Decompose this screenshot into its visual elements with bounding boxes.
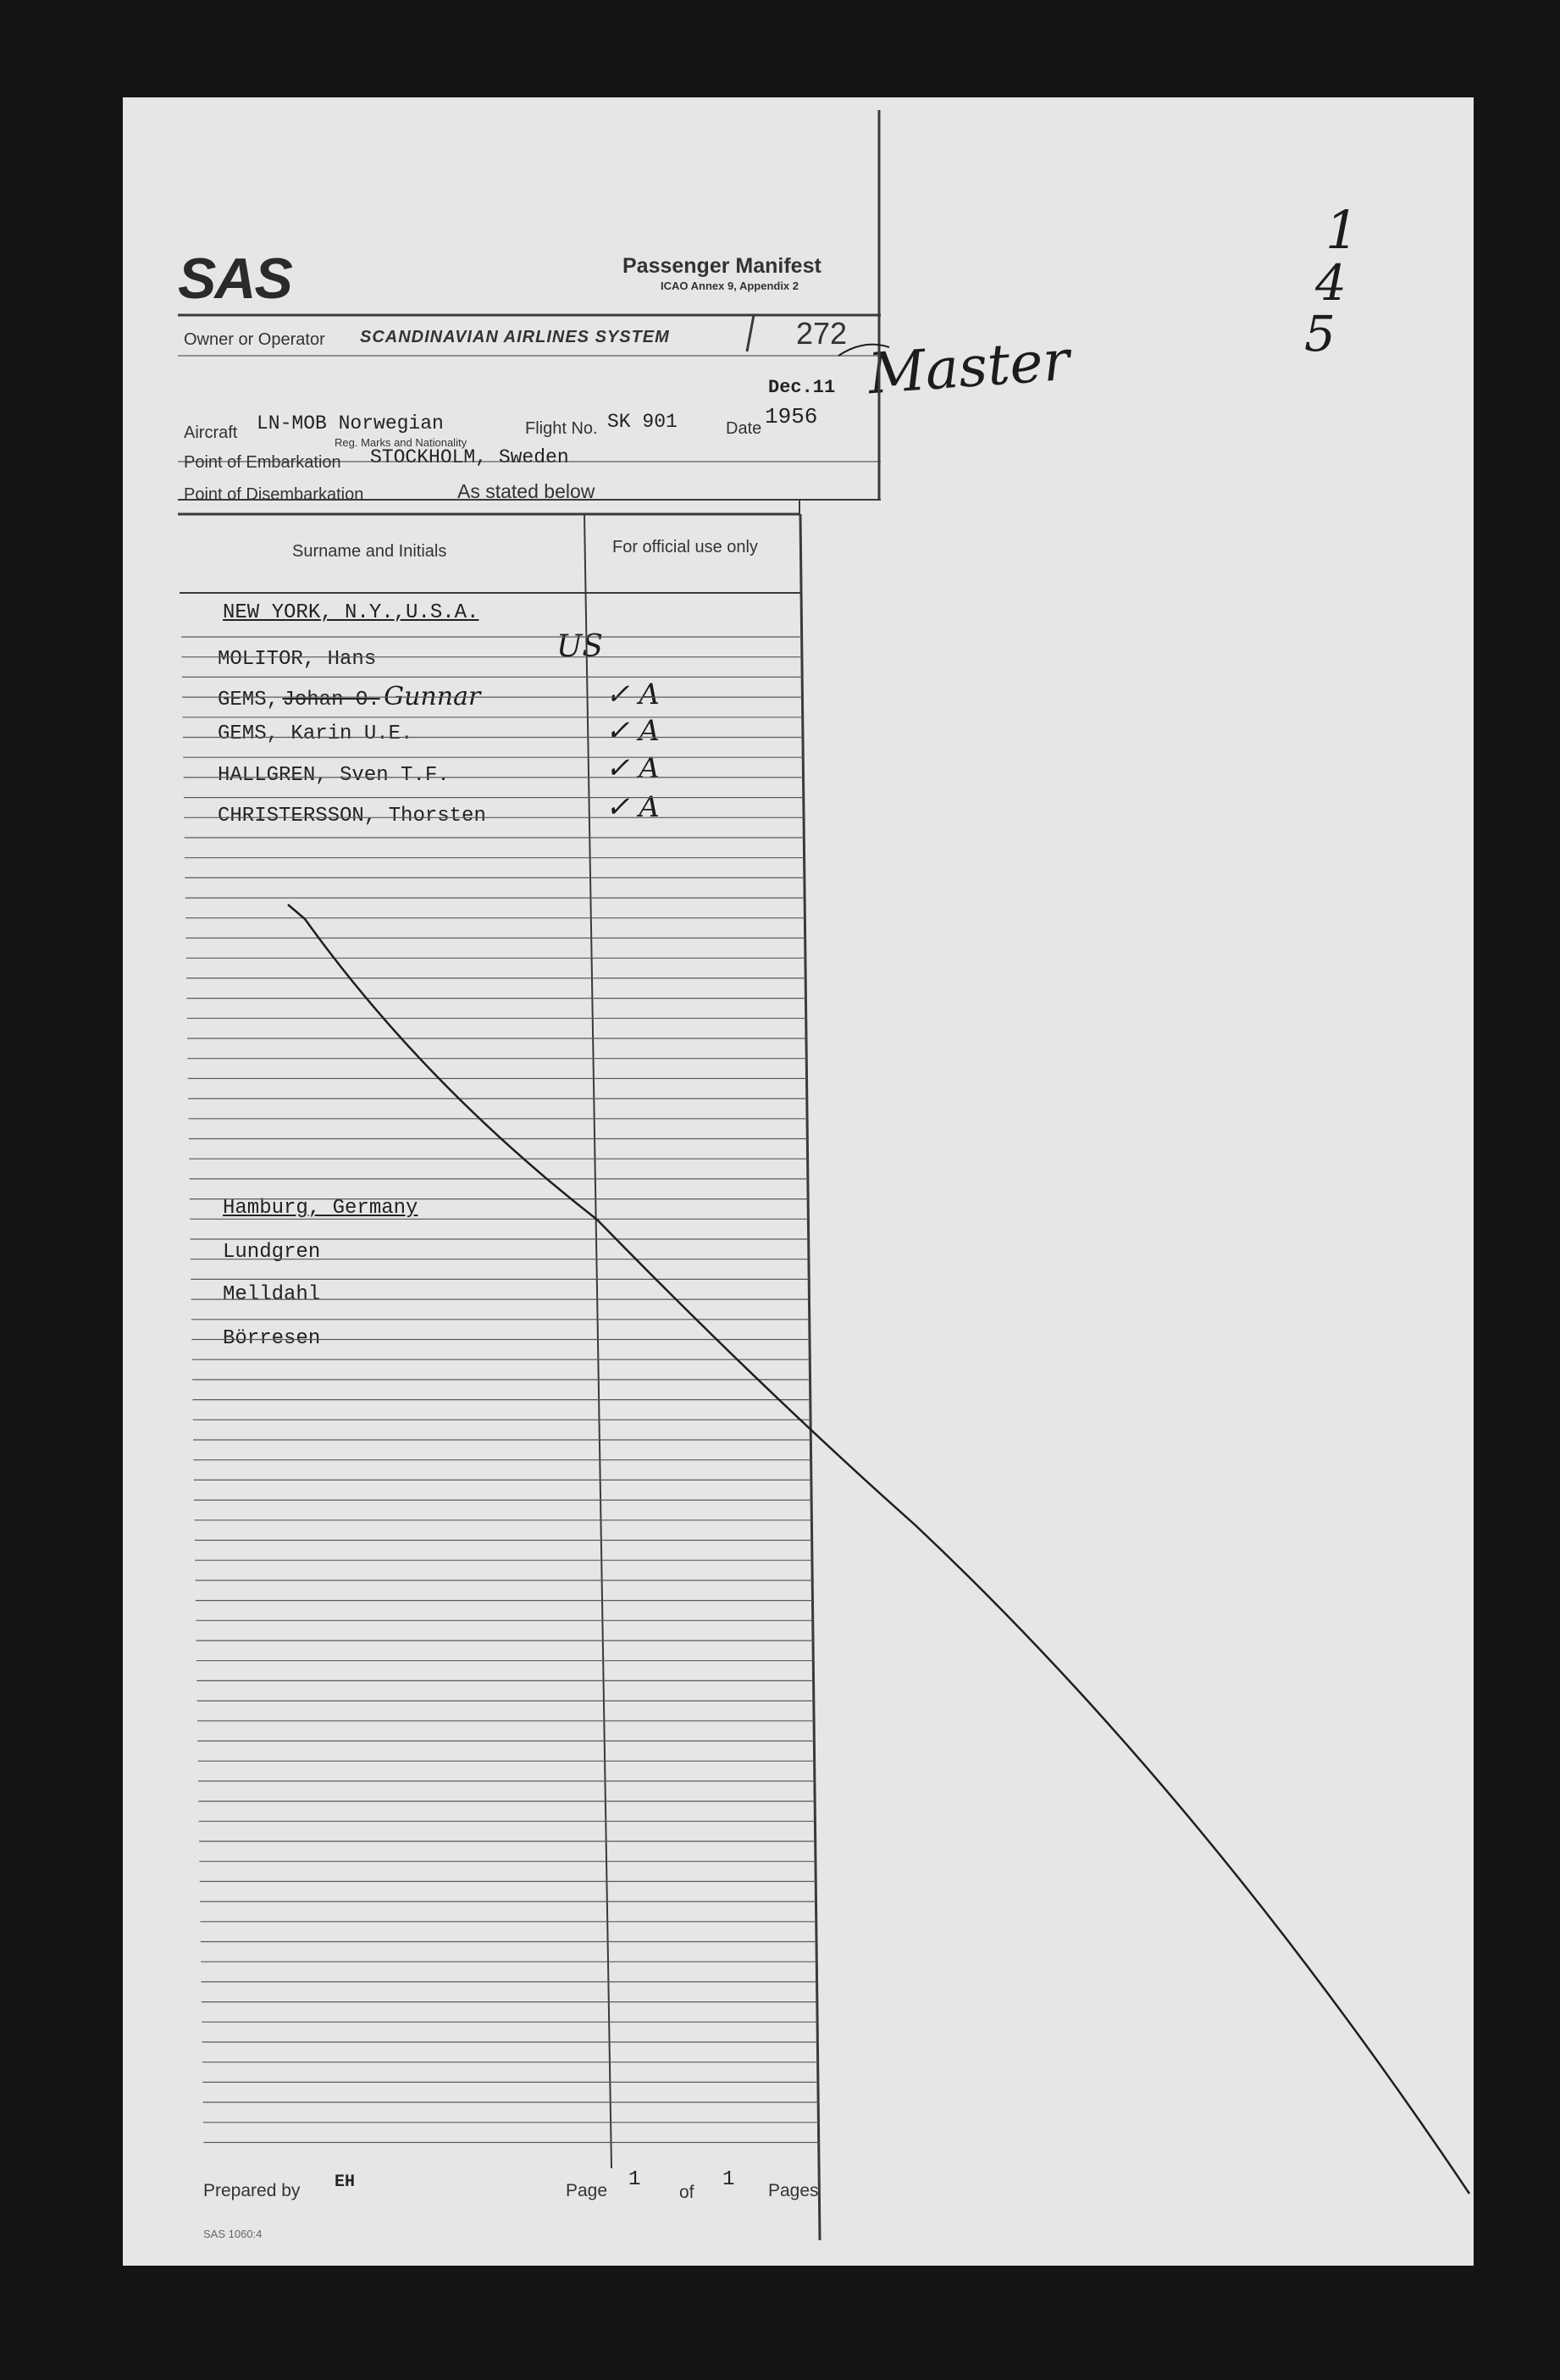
passenger-name: Lundgren (223, 1241, 321, 1264)
official-mark: ✓ A (606, 678, 660, 711)
date-value-line1: Dec.11 (768, 377, 836, 398)
form-subtitle: ICAO Annex 9, Appendix 2 (661, 280, 799, 292)
column-header-official: For official use only (612, 538, 758, 556)
flight-no-value: SK 901 (607, 411, 678, 433)
corner-mark-1: 1 (1325, 199, 1359, 261)
date-label: Date (726, 419, 762, 438)
passenger-name: MOLITOR, Hans (218, 648, 377, 671)
passenger-struck-initials: Johan O. (282, 689, 380, 711)
flight-no-label: Flight No. (525, 419, 598, 438)
passenger-name: GEMS, Karin U.E. (218, 722, 413, 745)
embark-value: STOCKHOLM, Sweden (370, 446, 569, 468)
date-value-line2: 1956 (765, 404, 818, 429)
official-column-divider (584, 514, 611, 2168)
passenger-surname: GEMS, (218, 689, 279, 711)
page-label: Page (566, 2181, 608, 2200)
pages-label: Pages (768, 2181, 819, 2200)
total-pages-value: 1 (722, 2168, 735, 2191)
official-us-mark: US (556, 629, 604, 664)
form-title: Passenger Manifest (622, 254, 821, 278)
disembark-label: Point of Disembarkation (184, 485, 364, 504)
manifest-number: 272 (796, 316, 848, 351)
corner-mark-3: 5 (1304, 305, 1336, 363)
disembark-value: As stated below (457, 480, 595, 502)
owner-value: SCANDINAVIAN AIRLINES SYSTEM (360, 328, 670, 346)
manifest-number-divider (747, 315, 754, 351)
official-mark: ✓ A (606, 714, 660, 748)
page-value: 1 (628, 2168, 641, 2191)
prepared-by-label: Prepared by (203, 2181, 301, 2200)
form-code: SAS 1060:4 (203, 2228, 263, 2240)
passenger-handwritten-name: Gunnar (384, 682, 481, 711)
handwritten-flourish (838, 345, 889, 356)
sas-logo: SAS (178, 246, 291, 311)
destination-new-york: NEW YORK, N.Y.,U.S.A. (223, 601, 479, 624)
passenger-name: CHRISTERSSON, Thorsten (218, 805, 486, 827)
official-mark: ✓ A (606, 751, 660, 785)
corner-mark-2: 4 (1315, 254, 1347, 312)
master-handwritten-note: Master (866, 327, 1072, 407)
passenger-name: HALLGREN, Sven T.F. (218, 764, 450, 787)
passenger-name: Melldahl (223, 1283, 321, 1306)
embark-label: Point of Embarkation (184, 453, 341, 472)
aircraft-value: LN-MOB Norwegian (257, 412, 444, 434)
destination-hamburg: Hamburg, Germany (223, 1197, 418, 1220)
diagonal-strike-line (288, 905, 1469, 2194)
of-label: of (679, 2183, 694, 2202)
passenger-name: Börresen (223, 1327, 321, 1350)
aircraft-label: Aircraft (184, 423, 238, 442)
owner-label: Owner or Operator (184, 330, 325, 349)
reg-marks-caption: Reg. Marks and Nationality (335, 436, 467, 449)
official-mark: ✓ A (606, 790, 660, 824)
prepared-by-value: EH (335, 2172, 356, 2192)
column-header-surname: Surname and Initials (292, 542, 447, 561)
